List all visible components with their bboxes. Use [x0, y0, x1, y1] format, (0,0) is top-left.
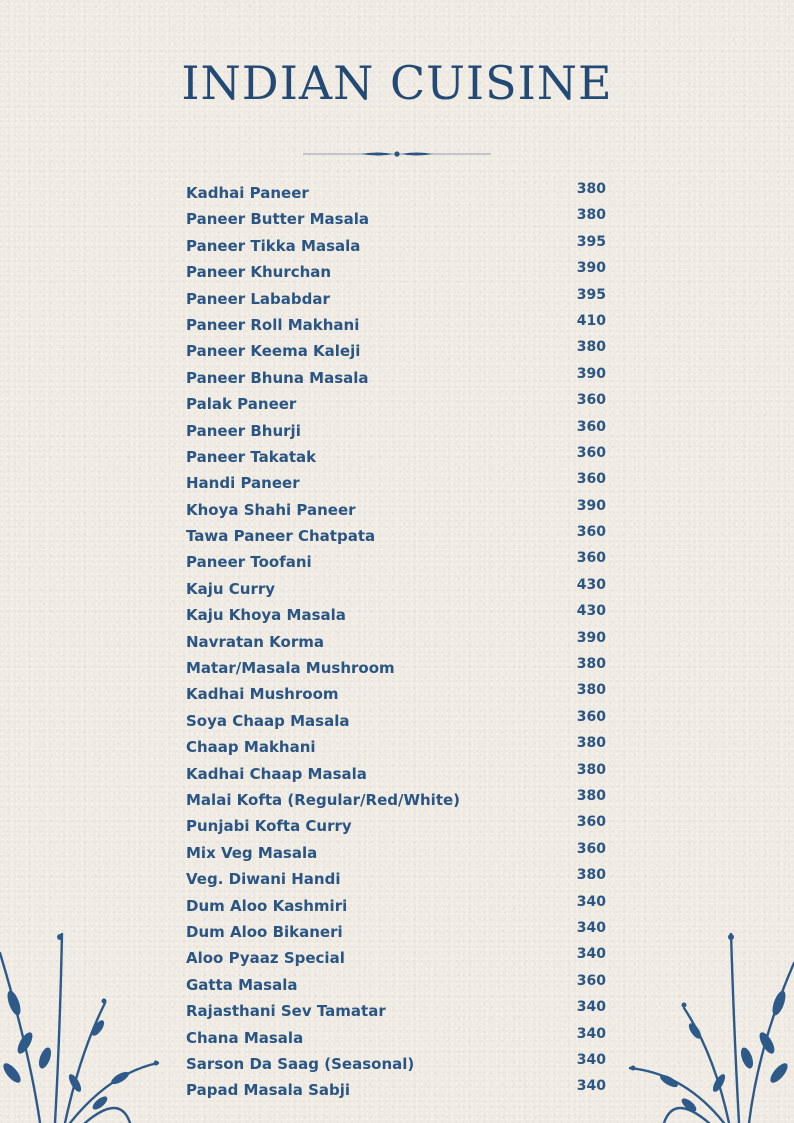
menu-item	[186, 208, 610, 234]
dish-price: 380	[576, 787, 606, 804]
dish-price: 380	[576, 867, 606, 884]
dish-name: Palak Paneer	[186, 395, 297, 414]
dish-name: Chaap Makhani	[186, 738, 316, 757]
menu-list	[186, 182, 610, 1106]
dish-price: 340	[576, 893, 606, 910]
dish-name: Dum Aloo Kashmiri	[186, 896, 348, 915]
menu-item	[186, 261, 610, 287]
menu-item	[186, 288, 610, 314]
menu-item	[186, 340, 610, 366]
dish-name: Paneer Keema Kaleji	[186, 342, 361, 361]
dish-name: Mix Veg Masala	[186, 843, 318, 862]
ornamental-divider-icon	[303, 146, 491, 162]
branch-icon	[0, 933, 170, 1123]
dish-price: 380	[576, 656, 606, 673]
dish-name: Paneer Tikka Masala	[186, 236, 361, 255]
dish-name: Paneer Takatak	[186, 447, 317, 466]
dish-name: Paneer Bhurji	[186, 421, 301, 440]
menu-item	[186, 947, 610, 973]
dish-name: Paneer Toofani	[186, 553, 312, 572]
dish-price: 340	[576, 919, 606, 936]
menu-item	[186, 472, 610, 498]
dish-price: 360	[576, 840, 606, 857]
dish-name: Veg. Diwani Handi	[186, 870, 341, 889]
menu-item	[186, 710, 610, 736]
dish-price: 380	[576, 735, 606, 752]
menu-item	[186, 1000, 610, 1026]
dish-name: Dum Aloo Bikaneri	[186, 922, 343, 941]
dish-price: 430	[576, 576, 606, 593]
dish-name: Chana Masala	[186, 1028, 304, 1047]
dish-name: Tawa Paneer Chatpata	[186, 527, 376, 546]
menu-item	[186, 921, 610, 947]
dish-price: 410	[576, 312, 606, 329]
dish-price: 395	[576, 233, 606, 250]
menu-item	[186, 974, 610, 1000]
dish-price: 380	[576, 682, 606, 699]
dish-price: 380	[576, 207, 606, 224]
menu-item	[186, 631, 610, 657]
menu-item	[186, 789, 610, 815]
dish-name: Kaju Khoya Masala	[186, 606, 346, 625]
menu-item	[186, 736, 610, 762]
menu-item	[186, 1079, 610, 1105]
dish-price: 390	[576, 497, 606, 514]
menu-item	[186, 446, 610, 472]
dish-price: 380	[576, 761, 606, 778]
dish-name: Soya Chaap Masala	[186, 711, 350, 730]
dish-price: 340	[576, 1051, 606, 1068]
dish-name: Malai Kofta (Regular/Red/White)	[186, 790, 461, 809]
menu-item	[186, 578, 610, 604]
menu-item	[186, 895, 610, 921]
dish-price: 360	[576, 392, 606, 409]
dish-name: Kadhai Paneer	[186, 184, 309, 202]
dish-name: Paneer Bhuna Masala	[186, 368, 369, 387]
dish-name: Paneer Khurchan	[186, 263, 332, 282]
menu-item	[186, 1027, 610, 1053]
dish-price: 360	[576, 550, 606, 567]
dish-name: Punjabi Kofta Curry	[186, 817, 352, 836]
menu-item	[186, 551, 610, 577]
dish-name: Kaju Curry	[186, 579, 276, 598]
dish-price: 390	[576, 365, 606, 382]
menu-item	[186, 815, 610, 841]
dish-price: 380	[576, 181, 606, 197]
menu-item	[186, 1053, 610, 1079]
dish-price: 360	[576, 471, 606, 488]
menu-item	[186, 657, 610, 683]
menu-item	[186, 235, 610, 261]
menu-item	[186, 842, 610, 868]
dish-price: 360	[576, 708, 606, 725]
dish-name: Matar/Masala Mushroom	[186, 659, 395, 678]
dish-price: 360	[576, 972, 606, 989]
dish-name: Kadhai Chaap Masala	[186, 764, 367, 783]
menu-item	[186, 525, 610, 551]
dish-name: Aloo Pyaaz Special	[186, 949, 345, 968]
dish-price: 340	[576, 1025, 606, 1042]
page-title: INDIAN CUISINE	[181, 56, 613, 110]
dish-name: Handi Paneer	[186, 474, 300, 493]
dish-price: 340	[576, 1078, 606, 1095]
menu-item	[186, 367, 610, 393]
menu-item	[186, 683, 610, 709]
dish-name: Papad Masala Sabji	[186, 1081, 351, 1100]
dish-price: 430	[576, 603, 606, 620]
dish-name: Gatta Masala	[186, 975, 298, 994]
dish-name: Kadhai Mushroom	[186, 685, 339, 704]
menu-item	[186, 420, 610, 446]
menu-item	[186, 393, 610, 419]
menu-item	[186, 314, 610, 340]
dish-price: 360	[576, 524, 606, 541]
dish-price: 390	[576, 629, 606, 646]
dish-price: 360	[576, 814, 606, 831]
dish-name: Rajasthani Sev Tamatar	[186, 1002, 386, 1021]
dish-name: Khoya Shahi Paneer	[186, 500, 356, 519]
menu-item	[186, 604, 610, 630]
dish-price: 340	[576, 946, 606, 963]
dish-name: Sarson Da Saag (Seasonal)	[186, 1054, 415, 1073]
dish-price: 340	[576, 999, 606, 1016]
dish-price: 380	[576, 339, 606, 356]
menu-item	[186, 868, 610, 894]
dish-price: 395	[576, 286, 606, 303]
branch-icon	[629, 933, 794, 1123]
menu-item	[186, 182, 610, 208]
dish-price: 360	[576, 418, 606, 435]
dish-name: Paneer Roll Makhani	[186, 315, 360, 334]
dish-price: 390	[576, 260, 606, 277]
dish-price: 360	[576, 444, 606, 461]
menu-item	[186, 763, 610, 789]
dish-name: Paneer Butter Masala	[186, 210, 369, 229]
menu-item	[186, 499, 610, 525]
dish-name: Navratan Korma	[186, 632, 324, 651]
dish-name: Paneer Lababdar	[186, 289, 330, 308]
